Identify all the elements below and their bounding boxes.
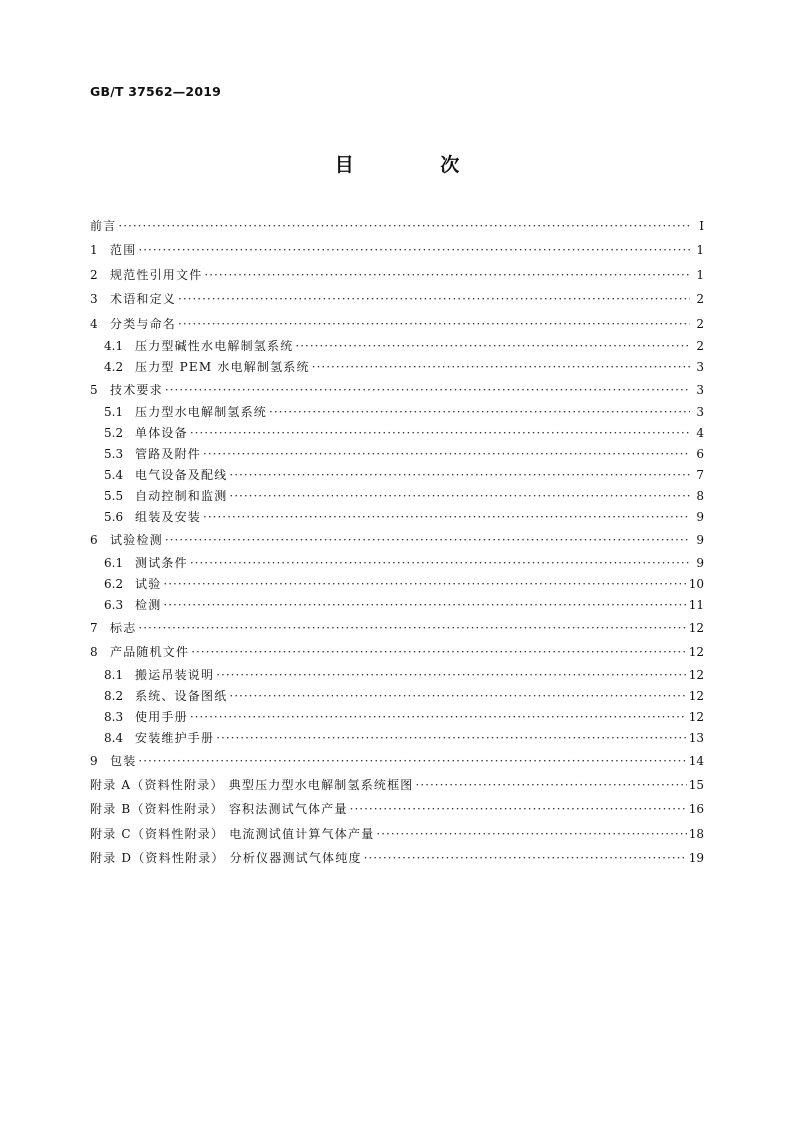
toc-entry-label: 检测 <box>135 597 162 612</box>
toc-entry[interactable] <box>90 528 704 552</box>
toc-entry-page: 15 <box>688 777 704 792</box>
toc-entry[interactable] <box>90 574 704 595</box>
toc-entry-label: 使用手册 <box>135 709 188 724</box>
toc-entry-label: 搬运吊装说明 <box>135 667 215 682</box>
toc-leader-dots <box>229 686 686 707</box>
toc-leader-dots <box>138 238 690 262</box>
toc-entry-label: 组装及安装 <box>135 510 202 525</box>
toc-entry-page: 3 <box>696 359 704 374</box>
toc-entry[interactable] <box>90 640 704 664</box>
toc-leader-dots <box>295 336 690 357</box>
toc-entry-label: 包装 <box>110 753 137 768</box>
toc-entry-page: 4 <box>696 426 704 441</box>
toc-entry-label: 试验 <box>135 576 162 591</box>
toc-entry[interactable] <box>90 707 704 728</box>
toc-leader-dots <box>178 287 690 311</box>
toc-entry[interactable] <box>90 686 704 707</box>
toc-entry-label: 系统、设备图纸 <box>135 688 228 703</box>
toc-entry[interactable] <box>90 507 704 528</box>
toc-entry-number: 6.2 <box>104 576 124 591</box>
toc-entry-page: 6 <box>696 447 704 462</box>
toc-entry-number: 5.3 <box>104 447 124 462</box>
toc-entry[interactable] <box>90 312 704 336</box>
toc-entry-label: 压力型 PEM 水电解制氢系统 <box>135 359 310 374</box>
toc-entry[interactable] <box>90 822 704 846</box>
toc-entry-label: 附录 D（资料性附录） 分析仪器测试气体纯度 <box>90 851 362 866</box>
toc-leader-dots <box>138 749 686 773</box>
toc-entry-label: 技术要求 <box>110 382 163 397</box>
toc-leader-dots <box>376 822 686 846</box>
toc-leader-dots <box>216 728 687 749</box>
toc-entry-page: 13 <box>688 730 704 745</box>
toc-entry[interactable] <box>90 749 704 773</box>
toc-entry[interactable] <box>90 797 704 821</box>
toc-entry-page: 19 <box>688 851 704 866</box>
toc-leader-dots <box>165 528 690 552</box>
toc-entry-page: 2 <box>696 316 704 331</box>
toc-entry-number: 4.2 <box>104 359 124 374</box>
toc-entry-label: 标志 <box>110 620 137 635</box>
toc-entry[interactable] <box>90 553 704 574</box>
toc-entry[interactable] <box>90 773 704 797</box>
toc-entry-page: 1 <box>696 243 704 258</box>
toc-leader-dots <box>269 402 690 423</box>
toc-entry-label: 分类与命名 <box>110 316 177 331</box>
toc-entry-page: 12 <box>688 645 704 660</box>
toc-entry-page: 9 <box>696 555 704 570</box>
toc-entry-number: 6.1 <box>104 555 124 570</box>
toc-leader-dots <box>203 507 690 528</box>
toc-entry-page: 3 <box>696 405 704 420</box>
toc-entry[interactable] <box>90 486 704 507</box>
toc-entry-number: 8.2 <box>104 688 124 703</box>
toc-leader-dots <box>364 846 687 870</box>
toc-leader-dots <box>118 214 690 238</box>
toc-leader-dots <box>350 797 687 821</box>
toc-entry[interactable] <box>90 595 704 616</box>
toc-entry-label: 术语和定义 <box>110 292 177 307</box>
toc-entry-number: 4 <box>90 316 98 331</box>
toc-leader-dots <box>178 312 690 336</box>
toc-entry[interactable] <box>90 665 704 686</box>
toc-entry-page: 16 <box>688 802 704 817</box>
toc-entry-label: 范围 <box>110 243 137 258</box>
toc-leader-dots <box>163 574 686 595</box>
toc-leader-dots <box>190 423 690 444</box>
toc-entry-label: 安装维护手册 <box>135 730 215 745</box>
toc-entry-label: 附录 A（资料性附录） 典型压力型水电解制氢系统框图 <box>90 777 414 792</box>
toc-leader-dots <box>190 707 687 728</box>
toc-entry-label: 压力型水电解制氢系统 <box>135 405 268 420</box>
toc-leader-dots <box>165 378 690 402</box>
toc-entry-number: 3 <box>90 292 98 307</box>
toc-entry[interactable] <box>90 263 704 287</box>
toc-leader-dots <box>229 486 690 507</box>
toc-entry-page: 18 <box>688 826 704 841</box>
toc-entry-page: 1 <box>696 267 704 282</box>
toc-entry-number: 9 <box>90 753 98 768</box>
toc-entry-number: 5.6 <box>104 510 124 525</box>
toc-entry-page: Ⅰ <box>699 219 704 233</box>
table-of-contents <box>90 214 704 870</box>
toc-leader-dots <box>138 616 686 640</box>
toc-leader-dots <box>416 773 687 797</box>
toc-entry[interactable] <box>90 444 704 465</box>
toc-entry[interactable] <box>90 846 704 870</box>
toc-entry-number: 5.5 <box>104 489 124 504</box>
toc-entry-number: 8.1 <box>104 667 124 682</box>
toc-entry-label: 产品随机文件 <box>110 645 190 660</box>
toc-entry-page: 3 <box>696 382 704 397</box>
toc-entry-page: 2 <box>696 338 704 353</box>
toc-leader-dots <box>190 553 690 574</box>
toc-entry-page: 12 <box>688 709 704 724</box>
toc-entry[interactable] <box>90 728 704 749</box>
toc-leader-dots <box>191 640 687 664</box>
toc-entry[interactable] <box>90 402 704 423</box>
toc-entry-label: 压力型碱性水电解制氢系统 <box>135 338 294 353</box>
toc-entry-label: 单体设备 <box>135 426 188 441</box>
toc-entry-label: 试验检测 <box>110 533 163 548</box>
toc-leader-dots <box>163 595 686 616</box>
toc-entry-number: 1 <box>90 243 98 258</box>
toc-entry-page: 2 <box>696 292 704 307</box>
page-title: 目 次 <box>334 154 500 176</box>
toc-entry[interactable] <box>90 465 704 486</box>
toc-entry-number: 6.3 <box>104 597 124 612</box>
toc-entry-label: 前言 <box>90 219 117 233</box>
toc-leader-dots <box>312 357 690 378</box>
toc-entry-label: 电气设备及配线 <box>135 468 228 483</box>
toc-entry-number: 8 <box>90 645 98 660</box>
toc-entry-number: 5.2 <box>104 426 124 441</box>
toc-entry[interactable] <box>90 616 704 640</box>
toc-entry-page: 8 <box>696 489 704 504</box>
toc-entry-label: 自动控制和监测 <box>135 489 228 504</box>
toc-entry-number: 7 <box>90 620 98 635</box>
toc-entry[interactable] <box>90 378 704 402</box>
toc-entry[interactable] <box>90 336 704 357</box>
toc-entry-page: 9 <box>696 510 704 525</box>
toc-entry-page: 12 <box>688 620 704 635</box>
toc-entry[interactable] <box>90 287 704 311</box>
toc-entry-number: 5.4 <box>104 468 124 483</box>
toc-entry[interactable] <box>90 423 704 444</box>
toc-entry-number: 6 <box>90 533 98 548</box>
toc-entry-label: 附录 B（资料性附录） 容积法测试气体产量 <box>90 802 348 817</box>
toc-leader-dots <box>203 444 690 465</box>
toc-entry-label: 测试条件 <box>135 555 188 570</box>
toc-entry-number: 8.3 <box>104 709 124 724</box>
toc-entry-page: 12 <box>688 667 704 682</box>
toc-entry-number: 4.1 <box>104 338 124 353</box>
toc-entry-page: 11 <box>688 597 704 612</box>
toc-entry[interactable] <box>90 238 704 262</box>
toc-entry-number: 2 <box>90 267 98 282</box>
toc-entry-page: 10 <box>688 576 704 591</box>
toc-leader-dots <box>204 263 690 287</box>
toc-entry-label: 规范性引用文件 <box>110 267 203 282</box>
toc-entry-page: 12 <box>688 688 704 703</box>
toc-leader-dots <box>216 665 687 686</box>
toc-entry[interactable] <box>90 357 704 378</box>
toc-entry-label: 管路及附件 <box>135 447 202 462</box>
toc-leader-dots <box>229 465 690 486</box>
toc-entry-label: 附录 C（资料性附录） 电流测试值计算气体产量 <box>90 826 375 841</box>
toc-entry-number: 8.4 <box>104 730 124 745</box>
toc-entry-page: 14 <box>688 753 704 768</box>
toc-entry-page: 7 <box>696 468 704 483</box>
standard-code: GB/T 37562—2019 <box>90 84 222 99</box>
toc-entry-page: 9 <box>696 533 704 548</box>
toc-entry-number: 5 <box>90 382 98 397</box>
toc-entry[interactable] <box>90 214 704 238</box>
toc-entry-number: 5.1 <box>104 405 124 420</box>
